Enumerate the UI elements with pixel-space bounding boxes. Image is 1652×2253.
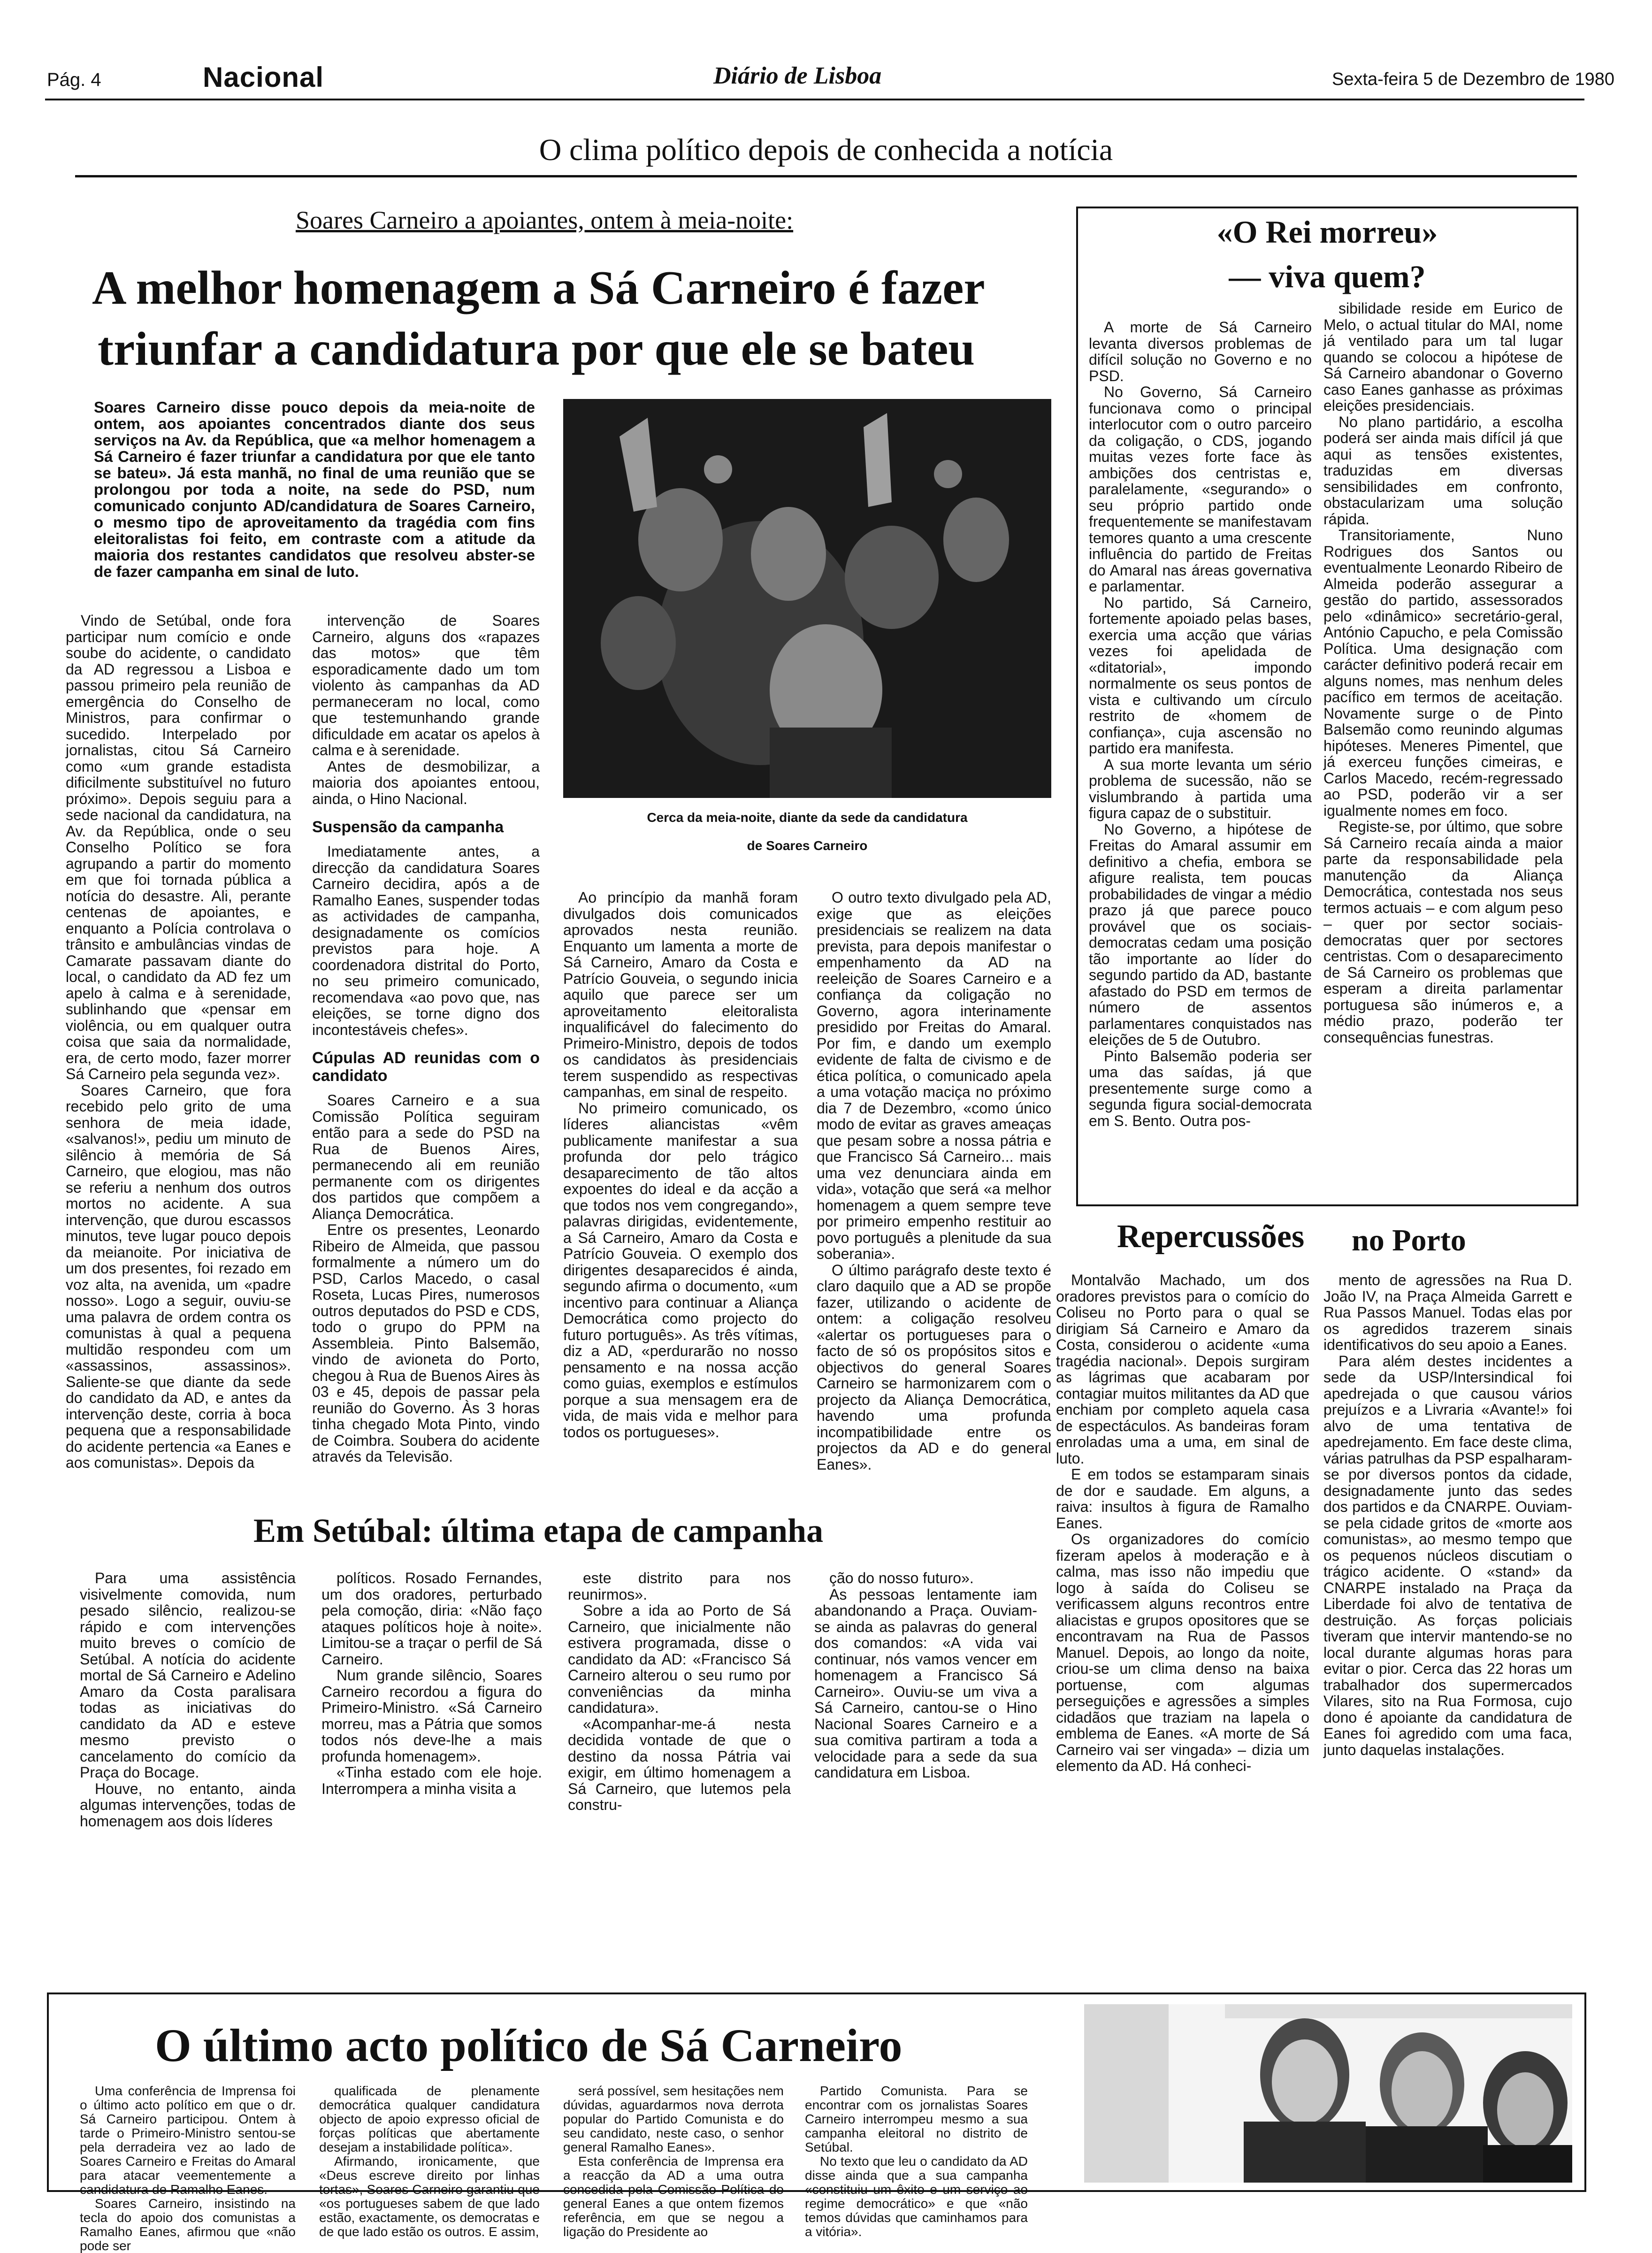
- paragraph: A sua morte levanta um sério problema de sucessão, não se vislumbrando à partida uma figura capaz de o substituir.: [1089, 756, 1312, 821]
- paragraph: Para uma assistência visivelmente comovida, num pesado silêncio, realizou-se rápido e com intervenções muito breves o comício de Setúbal. A notícia do acidente mortal de Sá Carneiro e Adelino Amaro da Costa paralisara todas as iniciativas do candidato da AD e esteve mesmo previsto o cancelamento do comício da Praça do Bocage.: [80, 1570, 296, 1781]
- paragraph: A morte de Sá Carneiro levanta diversos problemas de difícil solução no Governo e no PSD.: [1089, 319, 1312, 384]
- paragraph: As pessoas lentamente iam abandonando a Praça. Ouviam-se ainda as palavras do general dos comandos: «A vida vai continuar, nós vamos vencer em homenagem a Francisco Sá Carneiro». Ouviu-se um viva a Sá Carneiro, cantou-se o Hino Nacional Soares Carneiro e a sua comitiva partiram a toda a velocidade para a sede da sua candidatura em Lisboa.: [814, 1586, 1037, 1781]
- setubal-column-4: [814, 1570, 1037, 1974]
- sidebar-column-1: [1089, 319, 1312, 1202]
- photo-caption-line-2: de Soares Carneiro: [747, 838, 868, 853]
- paragraph: Soares Carneiro, que fora recebido pelo grito de uma senhora de meia idade, «salvanos!», pediu um minuto de silêncio à memória de Sá Carneiro, que elogiou, mas não se referiu a nenhum dos outros mortos no acidente. A sua intervenção, que durou escassos minutos, teve lugar pouco depois da meianoite. Por iniciativa de um dos presentes, foi rezado em voz alta, na avenida, um «padre nosso». Logo a seguir, ouviu-se uma palavra de ordem contra os comunistas à qual a pequena multidão respondeu com um «assassinos, assassinos». Saliente-se que diante da sede do candidato da AD, e antes da intervenção deste, corria à boca pequena que a responsabilidade do acidente pertencia «a Eanes e aos comunistas». Depois da: [66, 1081, 291, 1471]
- setubal-column-3: [568, 1570, 791, 1974]
- paragraph: políticos. Rosado Fernandes, um dos oradores, perturbado pela comoção, diria: «Não faço ataques políticos hoje à noite». Limitou-se a traçar o perfil de Sá Carneiro.: [321, 1570, 542, 1668]
- main-column-4: [817, 889, 1051, 1483]
- porto-column-2: [1323, 1272, 1572, 1985]
- photo-caption-line-1: Cerca da meia-noite, diante da sede da candidatura: [647, 810, 968, 825]
- subhead-suspensao: Suspensão da campanha: [312, 818, 504, 836]
- paragraph: No primeiro comunicado, os líderes aliancistas «vêm publicamente manifestar a sua profunda dor pelo trágico desaparecimento de tão altos expoentes do ideal e da acção a que todos nos vem congregando», palavras dirigidas, evidentemente, a Sá Carneiro, Amaro da Costa e Patrício Gouveia. O exemplo dos dirigentes desaparecidos é ainda, segundo afirma o documento, «um incentivo para continuar a Aliança Democrática como projecto do futuro português». As três vítimas, diz a AD, «perdurarão no nosso pensamento e na nossa acção como guias, exemplos e estímulos porque a sua mensagem era de vida, de mais vida e melhor para todos os portugueses».: [563, 1099, 798, 1441]
- ultimo-title: O último acto político de Sá Carneiro: [155, 2019, 902, 2071]
- subhead-cupulas: Cúpulas AD reunidas com o candidato: [312, 1049, 540, 1085]
- paragraph: mento de agressões na Rua D. João IV, na Praça Almeida Garrett e Rua Passos Manuel. Todas elas por os agredidos trazerem sinais identificativos do seu apoio a Eanes.: [1323, 1272, 1572, 1353]
- paragraph: Soares Carneiro, insistindo na tecla do apoio dos comunistas a Ramalho Eanes, afirmou que «não pode ser: [80, 2196, 296, 2253]
- paragraph: será possível, sem hesitações nem dúvidas, aguardarmos nova derrota popular do Partido Comunista e do seu candidato, neste caso, o senhor general Ramalho Eanes».: [563, 2084, 784, 2154]
- paragraph: No Governo, a hipótese de Freitas do Amaral assumir em definitivo a chefia, embora se afigure realista, tem poucas probabilidades de vingar a médio prazo já que parece pouco provável que os sociais-democratas cedam uma posição tão importante ao líder do segundo partido da AD, bastante afastado do PSD em termos de número de assentos parlamentares conquistados nas eleições de 5 de Outubro.: [1089, 820, 1312, 1048]
- paragraph: este distrito para nos reunirmos».: [568, 1570, 791, 1603]
- main-column-1: [66, 613, 291, 1486]
- ultimo-column-3: [563, 2084, 784, 2239]
- headline-line-1: A melhor homenagem a Sá Carneiro é fazer: [92, 261, 985, 314]
- paragraph: Entre os presentes, Leonardo Ribeiro de Almeida, que passou formalmente a número um do PSD, Carlos Macedo, o casal Roseta, Lucas Pires, numerosos outros deputados do PSD e CDS, todo o grupo do PPM na Assembleia. Pinto Balsemão, vindo de avioneta do Porto, chegou à Rua de Buenos Aires às 03 e 45, depois de passar pela reunião do Governo. Às 3 horas tinha chegado Mota Pinto, vindo de Coimbra. Soubera do acidente através da Televisão.: [312, 1221, 540, 1465]
- paragraph: No partido, Sá Carneiro, fortemente apoiado pelas bases, exercia uma acção que várias vezes foi apelidada de «ditatorial», impondo normalmente os seus pontos de vista e cultivando um círculo restrito de «homem de confiança», cuja ascensão no partido era manifesta.: [1089, 594, 1312, 757]
- issue-date: Sexta-feira 5 de Dezembro de 1980: [1332, 69, 1615, 89]
- paragraph: Antes de desmobilizar, a maioria dos apoiantes entoou, ainda, o Hino Nacional.: [312, 758, 540, 807]
- paragraph: No texto que leu o candidato da AD disse ainda que a sua campanha «constituiu um êxito e um serviço ao regime democrático» e que «não temos dúvidas que caminhamos para a vitória».: [805, 2154, 1028, 2239]
- setubal-column-1: [80, 1570, 296, 1974]
- crowd-photo: [563, 399, 1051, 798]
- paragraph: Transitoriamente, Nuno Rodrigues dos Santos ou eventualmente Leonardo Ribeiro de Almeida poderão assegurar a gestão do partido, assessorados pelo «dinâmico» secretário-geral, António Capucho, e pela Comissão Política. Uma designação com carácter definitivo poderá recair em alguns nomes, mas nenhum deles pacífico em termos de aceitação. Novamente surge o de Pinto Balsemão como reunindo algumas hipóteses. Meneres Pimentel, que já exerceu funções cimeiras, e Carlos Macedo, recém-regressado ao PSD, poderão vir a ser igualmente nomes em foco.: [1323, 527, 1563, 819]
- paragraph: Soares Carneiro e a sua Comissão Política seguiram então para a sede do PSD na Rua de Buenos Aires, permanecendo ali em reunião permanente com os dirigentes dos partidos que compõem a Aliança Democrática.: [312, 1092, 540, 1222]
- section-title-rule: [75, 175, 1577, 177]
- paragraph: No plano partidário, a escolha poderá ser ainda mais difícil já que aqui as tensões existentes, traduzidas em diversas sensibilidades em confronto, obstacularizam uma solução rápida.: [1323, 413, 1563, 528]
- lead-paragraph: Soares Carneiro disse pouco depois da meia-noite de ontem, aos apoiantes concentrados diante dos seus serviços na Av. da República, que «a melhor homenagem a Sá Carneiro é fazer triunfar a candidatura por que ele tanto se bateu». Já esta manhã, no final de uma reunião que se prolongou por toda a noite, na sede do PSD, num comunicado conjunto AD/candidatura de Soares Carneiro, o mesmo tipo de aproveitamento da tragédia com fins eleitoralistas foi feito, em contraste com a atitude da maioria dos restantes candidatos que resolveu abster-se de fazer campanha em sinal de luto.: [94, 398, 535, 580]
- sidebar-column-2: [1323, 300, 1563, 1202]
- paragraph: Afirmando, ironicamente, que «Deus escreve direito por linhas tortas», Soares Carneiro garantiu que «os portugueses sabem de que lado estão, exactamente, os democratas e de que lado estão os outros. E assim,: [319, 2154, 540, 2239]
- sidebar-title-1: «O Rei morreu»: [1216, 214, 1438, 250]
- porto-title-2: no Porto: [1352, 1223, 1466, 1257]
- page-number: Pág. 4: [47, 69, 101, 90]
- paragraph: E em todos se estamparam sinais de dor e saudade. Em alguns, a raiva: insultos à figura de Ramalho Eanes.: [1056, 1466, 1309, 1532]
- paragraph: No Governo, Sá Carneiro funcionava como o principal interlocutor com o outro parceiro da coligação, o CDS, jogando muitas vezes forte face às ambições dos centristas e, paralelamente, «segurando» o seu próprio partido onde frequentemente se manifestavam temores quanto a uma crescente influência do partido de Freitas do Amaral nas áreas governativa e parlamentar.: [1089, 383, 1312, 595]
- headline-line-2: triunfar a candidatura por que ele se bateu: [98, 322, 975, 376]
- paragraph: Esta conferência de Imprensa era a reacção da AD a uma outra concedida pela Comissão Política do general Eanes a que ontem fizemos referência, em que se negou a ligação do Presidente ao: [563, 2154, 784, 2239]
- paragraph: ção do nosso futuro».: [829, 1570, 974, 1586]
- paragraph: Houve, no entanto, ainda algumas intervenções, todas de homenagem aos dois líderes: [80, 1780, 296, 1830]
- paragraph: Para além destes incidentes a sede da USP/Intersindical foi apedrejada o que causou vários prejuízos e a Livraria «Avante!» foi alvo de uma tentativa de apedrejamento. Em face deste clima, várias patrulhas da PSP espalharam-se por diversos pontos da cidade, designadamente junto das sedes dos partidos e da CNARPE. Ouviam-se pela cidade gritos de «morte aos comunistas», ao mesmo tempo que os pequenos núcleos discutiam o trágico acidente. O «stand» da CNARPE instalado na Praça da Liberdade foi alvo de tentativa de destruição. As forças policiais tiveram que intervir mantendo-se no local durante algumas horas para evitar o pior. Cerca das 22 horas um trabalhador dos supermercados Vilares, sito na Rua Formosa, cujo dono é apoiante da candidatura de Eanes foi agredido com uma faca, junto daquelas instalações.: [1323, 1352, 1572, 1758]
- section-title: O clima político depois de conhecida a notícia: [539, 133, 1113, 167]
- sidebar-title-2: — viva quem?: [1229, 259, 1426, 294]
- paragraph: «Tinha estado com ele hoje. Interrompera a minha visita a: [321, 1764, 542, 1797]
- paragraph: Imediatamente antes, a direcção da candidatura Soares Carneiro decidira, após a de Ramalho Eanes, suspender todas as actividades de campanha, designadamente os comícios previstos para hoje. A coordenadora distrital do Porto, no seu primeiro comunicado, recomendava «ao povo que, nas eleições, se torne digno dos incontestáveis chefes».: [312, 843, 540, 1038]
- paragraph: qualificada de plenamente democrática qualquer candidatura objecto de apoio expresso oficial de forças políticas que abertamente desejam a instabilidade política».: [319, 2084, 540, 2154]
- masthead-logo: Diário de Lisboa: [713, 62, 882, 89]
- main-column-2: [312, 613, 540, 1486]
- main-column-3: [563, 889, 798, 1483]
- kicker: Soares Carneiro a apoiantes, ontem à meia-noite:: [296, 206, 794, 234]
- ultimo-column-2: [319, 2084, 540, 2239]
- paragraph: Sobre a ida ao Porto de Sá Carneiro, que inicialmente não estivera programada, disse o candidato da AD: «Francisco Sá Carneiro alterou o seu rumo por conveniências da minha candidatura».: [568, 1602, 791, 1716]
- paragraph: Num grande silêncio, Soares Carneiro recordou a figura do Primeiro-Ministro. «Sá Carneiro morreu, mas a Pátria que somos todos nós deve-lhe a mais profunda homenagem».: [321, 1667, 542, 1765]
- paragraph: Uma conferência de Imprensa foi o último acto político em que o dr. Sá Carneiro participou. Ontem à tarde o Primeiro-Ministro sentou-se pela derradeira vez ao lado de Soares Carneiro e Freitas do Amaral para atacar veementemente a candidatura de Ramalho Eanes.: [80, 2084, 296, 2197]
- paragraph: Vindo de Setúbal, onde fora participar num comício e onde soube do acidente, o candidato da AD regressou a Lisboa e passou primeiro pela reunião de emergência do Conselho de Ministros, para confirmar o sucedido. Interpelado por jornalistas, citou Sá Carneiro como «um grande estadista dificilmente substituível no futuro próximo». Depois seguiu para a sede nacional da candidatura, na Av. da República, onde o seu Conselho Político se fora agrupando a partir do momento em que foi tornada pública a notícia do desastre. Ali, perante centenas de apoiantes, e enquanto a Polícia controlava o trânsito e ambulâncias vindas de Camarate passavam diante do local, o candidato da AD fez um apelo à calma e à serenidade, sublinhando que «pensar em violência, ou em qualquer outra coisa que saia da normalidade, era, de certo modo, fazer morrer Sá Carneiro pela segunda vez».: [66, 612, 291, 1082]
- paragraph: Registe-se, por último, que sobre Sá Carneiro recaía ainda a maior parte da responsabilidade pela manutenção da Aliança Democrática, contestada nos seus termos actuais – e com algum peso – quer por sector sociais-democratas quer por sectores centristas. Com o desaparecimento de Sá Carneiro os problemas que esperam a direita parlamentar portuguesa são inúmeros e, a médio prazo, poderão ter consequências funestras.: [1323, 818, 1563, 1046]
- setubal-column-2: [321, 1570, 542, 1974]
- paragraph: Os organizadores do comício fizeram apelos à moderação e à calma, mas isso não impediu que logo à saída do Coliseu se verificassem alguns recontros entre aliacistas e grupos opositores que se encontravam na Rua de Passos Manuel. Depois, ao longo da noite, criou-se um clima denso na baixa portuense, com algumas perseguições e agressões a simples cidadãos que traziam na lapela o emblema de Eanes. «A morte de Sá Carneiro vai ser vingada» – dizia um elemento da AD. Há conheci-: [1056, 1531, 1309, 1774]
- paragraph: intervenção de Soares Carneiro, alguns dos «rapazes das motos» que têm esporadicamente dado um tom violento às campanhas da AD permaneceram no local, como que testemunhando grande dificuldade em acatar os apelos à calma e à serenidade.: [312, 612, 540, 759]
- press-conference-photo: [1084, 2004, 1572, 2183]
- ultimo-column-1: [80, 2084, 296, 2253]
- paragraph: Pinto Balsemão poderia ser uma das saídas, já que presentemente surge como a segunda figura social-democrata em S. Bento. Outra pos-: [1089, 1047, 1312, 1129]
- porto-title-1: Repercussões: [1117, 1218, 1305, 1255]
- paragraph: O último parágrafo deste texto é claro daquilo que a AD se propõe fazer, utilizando o acidente de ontem: a coligação resolveu «alertar os portugueses para o facto de só os propósitos sitos e objectivos do general Soares Carneiro se harmonizarem com o projecto da Aliança Democrática, havendo uma profunda incompatibilidade entre os projectos da AD e do general Eanes».: [817, 1261, 1051, 1473]
- setubal-title: Em Setúbal: última etapa de campanha: [253, 1512, 824, 1549]
- paragraph: sibilidade reside em Eurico de Melo, o actual titular do MAI, nome já ventilado para um tal lugar quando se colocou a hipótese de Sá Carneiro abandonar o Governo caso Eanes ganhasse as próximas eleições presidenciais.: [1323, 300, 1563, 414]
- header-rule: [45, 99, 1584, 100]
- section-label: Nacional: [203, 61, 324, 93]
- paragraph: Ao princípio da manhã foram divulgados dois comunicados aprovados nesta reunião. Enquanto um lamenta a morte de Sá Carneiro, Amaro da Costa e Patrício Gouveia, o segundo inicia aquilo que parece ser um aproveitamento eleitoralista inqualificável do falecimento do Primeiro-Ministro, depois de todos os candidatos às presidenciais terem suspendido as respectivas campanhas, em sinal de respeito.: [563, 889, 798, 1100]
- ultimo-column-4: [805, 2084, 1028, 2239]
- porto-column-1: [1056, 1272, 1309, 1985]
- paragraph: O outro texto divulgado pela AD, exige que as eleições presidenciais se realizem na data prevista, para depois manifestar o empenhamento da AD na reeleição de Soares Carneiro e a confiança da coligação no Governo, agora interinamente presidido por Freitas do Amaral. Por fim, e dando um exemplo evidente de falta de civismo e de ética política, o comunicado apela a uma votação maciça no próximo dia 7 de Dezembro, «como único modo de evitar as graves ameaças que pesam sobre a nossa pátria e que Francisco Sá Carneiro... mais uma vez denunciara ainda em vida», votação que será «a melhor homenagem a quem sempre teve por primeiro empenho restituir ao povo português a plenitude da sua soberania».: [817, 889, 1051, 1262]
- paragraph: Partido Comunista. Para se encontrar com os jornalistas Soares Carneiro interrompeu mesmo a sua campanha eleitoral no distrito de Setúbal.: [805, 2084, 1028, 2154]
- paragraph: Montalvão Machado, um dos oradores previstos para o comício do Coliseu no Porto para o qual se dirigiam Sá Carneiro e Amaro da Costa, considerou o acidente «uma tragédia nacional». Depois surgiram as lágrimas que acabaram por contagiar muitos militantes da AD que enchiam por completo aquela casa de espectáculos. As bandeiras foram enroladas uma a uma, em sinal de luto.: [1056, 1272, 1309, 1467]
- paragraph: «Acompanhar-me-á nesta decidida vontade de que o destino da nossa Pátria vai exigir, em último homenagem a Sá Carneiro, que lutemos pela constru-: [568, 1715, 791, 1813]
